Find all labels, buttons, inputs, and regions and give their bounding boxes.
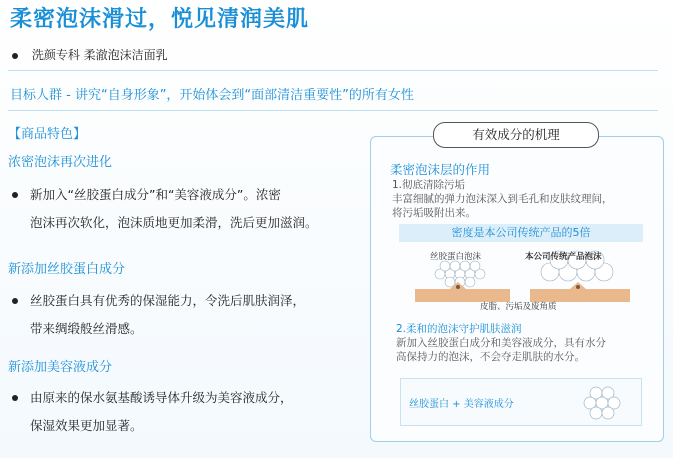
- body-line: 由原来的保水氨基酸诱导体升级为美容液成分，: [30, 390, 293, 405]
- section-body-sericin: [8, 287, 305, 343]
- body-line: 保湿效果更加显著。: [30, 418, 143, 433]
- bullet-icon: [12, 395, 18, 401]
- section-title-serum: 新添加美容液成分: [8, 360, 113, 375]
- point1-line: 将污垢吸附出来。: [392, 207, 476, 219]
- bullet-icon: [12, 53, 18, 59]
- point2-line: 高保持力的泡沫，不会夺走肌肤的水分。: [396, 351, 585, 363]
- left-foam-label: 丝胶蛋白泡沫: [430, 252, 482, 262]
- skin-label: 皮脂、污垢及废角质: [480, 302, 557, 312]
- right-foam-label: 本公司传统产品泡沫: [525, 252, 602, 262]
- bullet-icon: [12, 192, 18, 198]
- product-line: [12, 46, 168, 63]
- body-line: 泡沫再次软化，泡沫质地更加柔滑，洗后更加滋润。: [30, 215, 318, 230]
- point1-line: 丰富细腻的弹力泡沫深入到毛孔和皮肤纹理间，: [392, 193, 613, 205]
- section-body-foam: [8, 181, 318, 237]
- bullet-icon: [12, 298, 18, 304]
- section-title-sericin: 新添加丝胶蛋白成分: [8, 262, 126, 277]
- density-strip: 密度是本公司传统产品的5倍: [399, 224, 643, 242]
- body-line: 新加入“丝胶蛋白成分”和“美容液成分”。浓密: [30, 187, 281, 202]
- body-line: 带来绸缎般丝滑感。: [30, 321, 143, 336]
- product-name: 洗颜专科 柔澈泡沫洁面乳: [31, 48, 168, 62]
- foam-ingredient-label: 丝胶蛋白 + 美容液成分: [409, 399, 514, 410]
- bubble-cluster-icon: [581, 381, 631, 423]
- target-audience: 目标人群 - 讲究“自身形象”，开始体会到“面部清洁重要性”的所有女性: [10, 88, 414, 103]
- body-line: 丝胶蛋白具有优秀的保湿能力，令洗后肌肤润泽，: [30, 293, 306, 308]
- features-heading: 【商品特色】: [8, 127, 87, 142]
- point1-title: 1.彻底清除污垢: [392, 179, 466, 191]
- section-title-foam: 浓密泡沫再次进化: [8, 155, 113, 170]
- section-body-serum: [8, 384, 293, 440]
- point2-line: 新加入丝胶蛋白成分和美容液成分，具有水分: [396, 337, 606, 349]
- divider: [8, 70, 658, 71]
- foam-protect-illustration: [400, 378, 642, 426]
- divider: [8, 110, 658, 111]
- foam-layer-heading: 柔密泡沫层的作用: [390, 162, 491, 177]
- point2-title: 2.柔和的泡沫守护肌肤滋润: [396, 323, 522, 335]
- page-title: 柔密泡沫滑过，悦见清润美肌: [10, 7, 310, 32]
- mechanism-title: 有效成分的机理: [433, 122, 599, 148]
